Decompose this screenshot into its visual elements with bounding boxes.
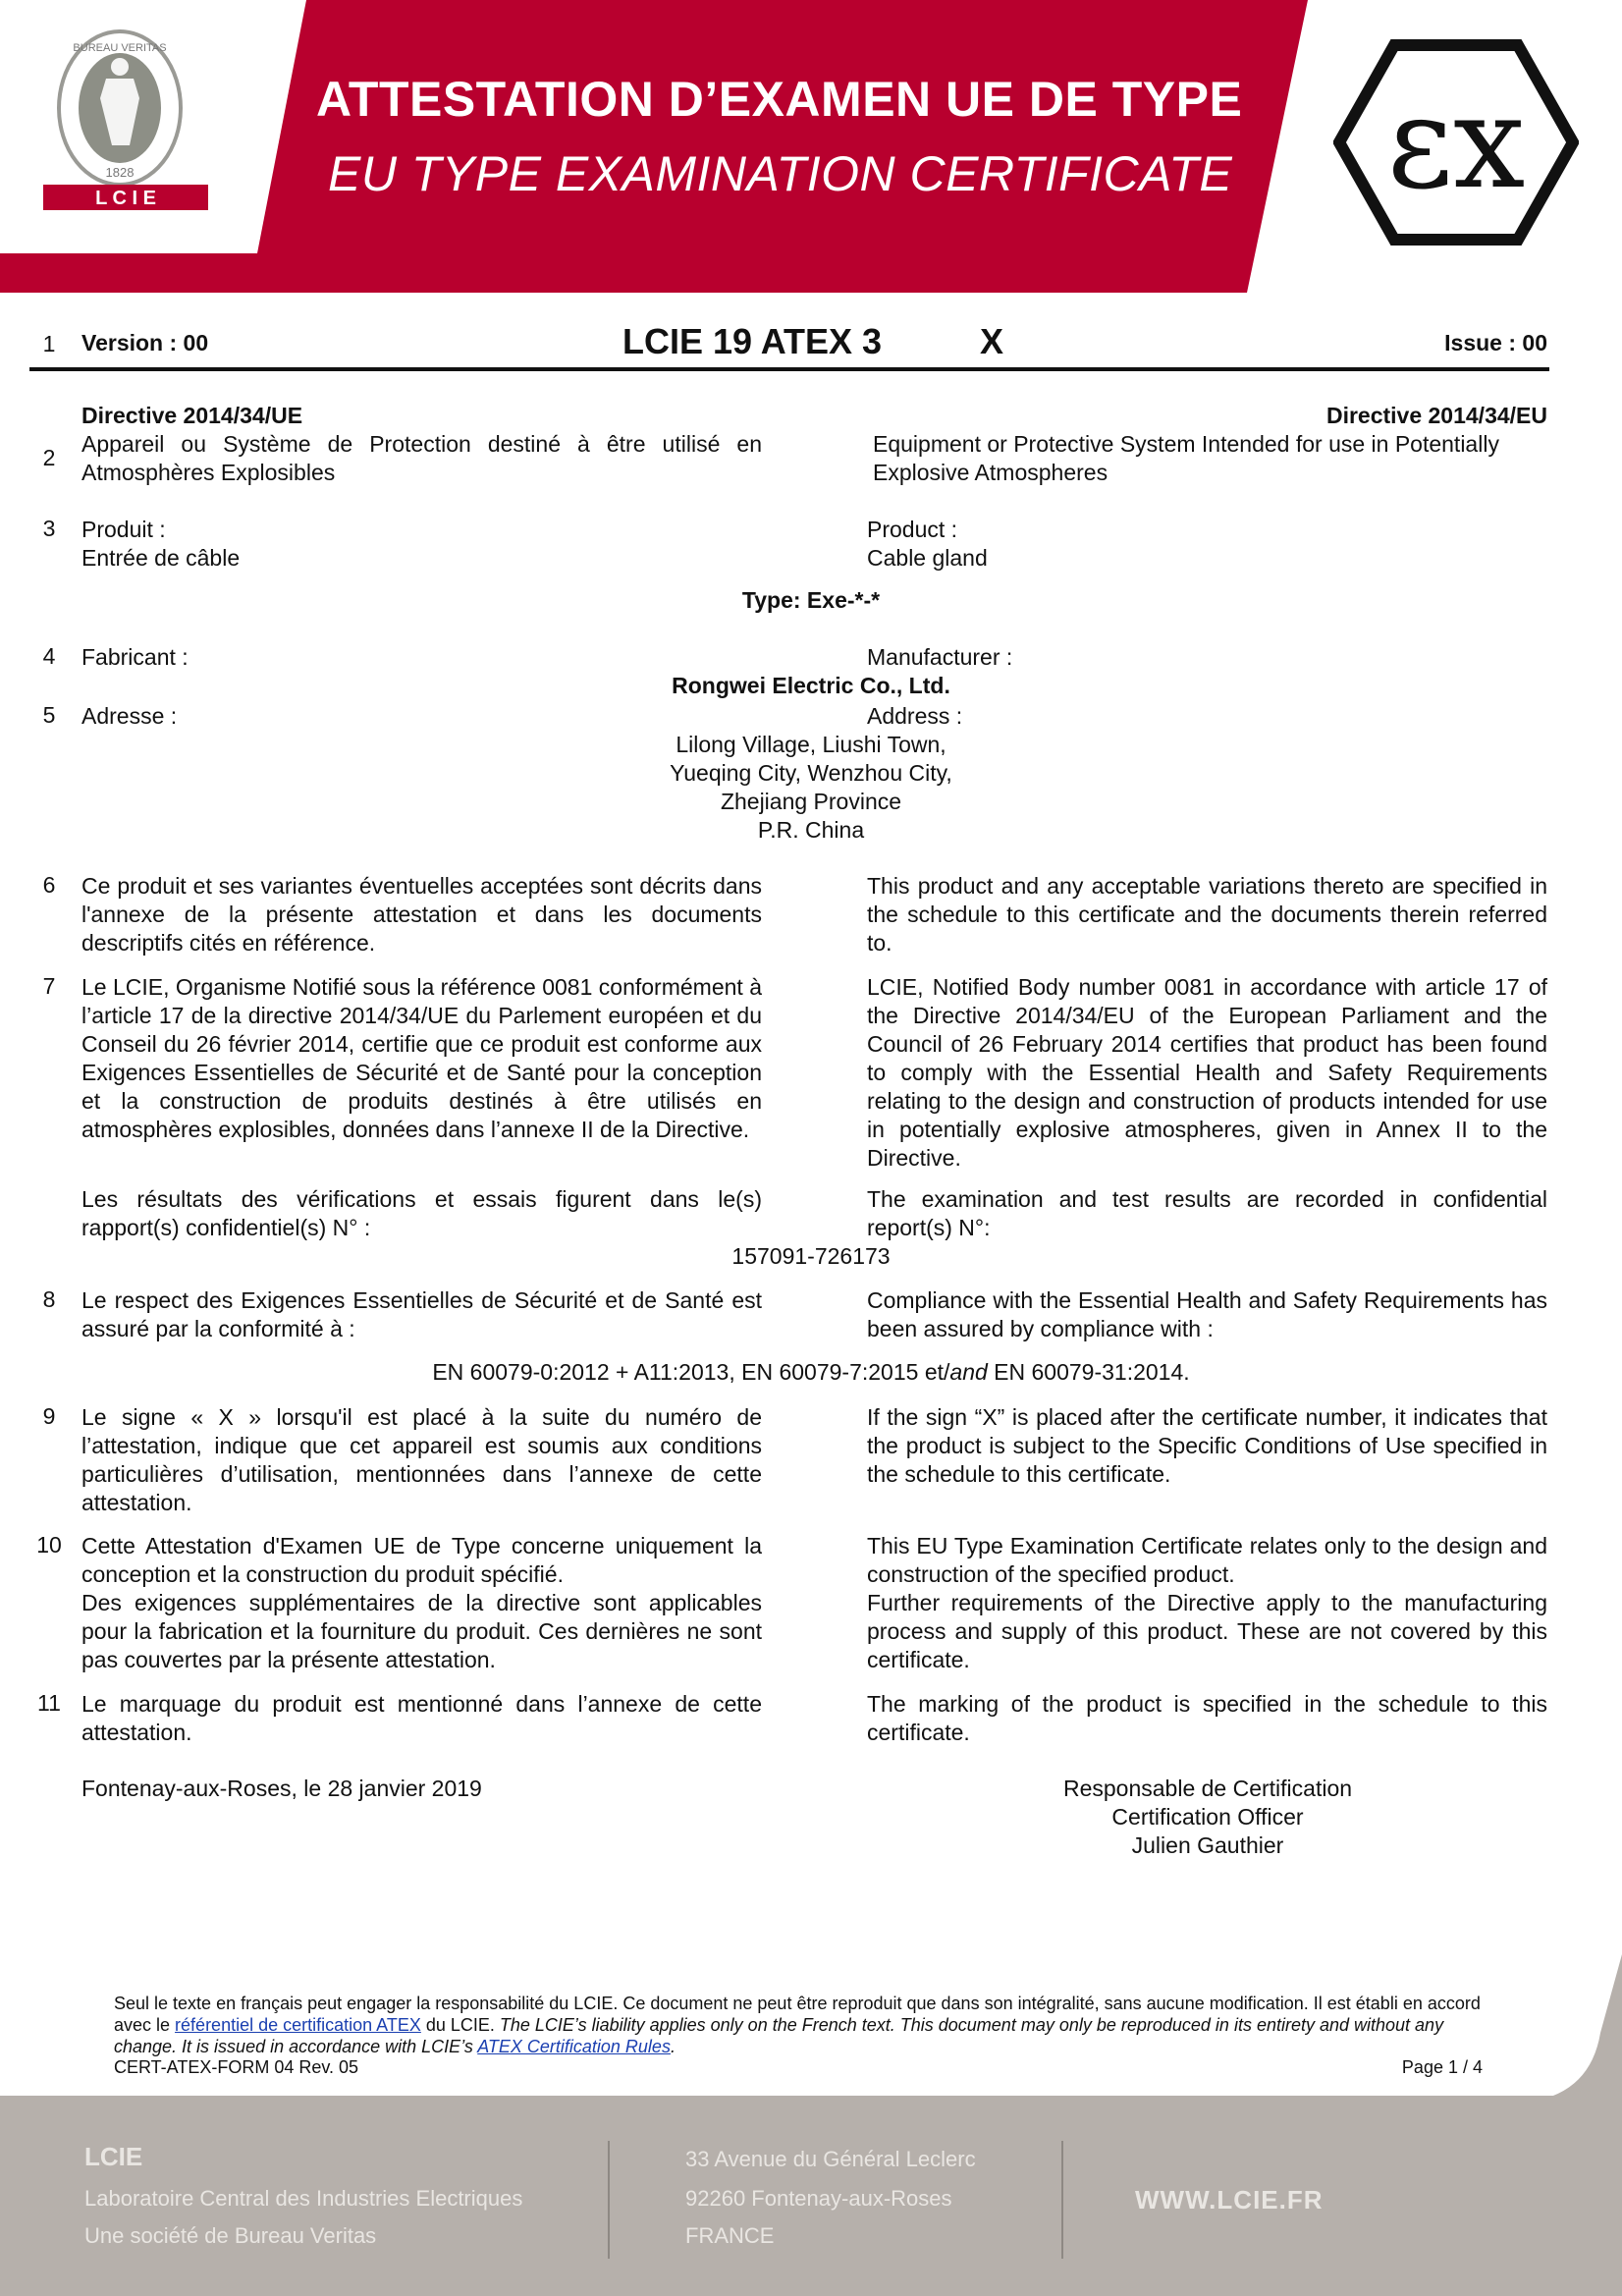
row-number: 1 xyxy=(42,331,56,356)
address-fr-label: Adresse : xyxy=(81,703,178,729)
directive-fr-text: Appareil ou Système de Protection destiné à être utilisé en Atmosphères Explosibles xyxy=(81,431,762,485)
certification-role-en: Certification Officer xyxy=(1111,1804,1304,1830)
row-number: 4 xyxy=(42,643,56,669)
certification-role-fr: Responsable de Certification xyxy=(1062,1776,1353,1801)
section-8-fr: Le respect des Exigences Essentielles de Sécurité et de Santé est assuré par la conformité à : xyxy=(81,1287,762,1341)
signatory-name: Julien Gauthier xyxy=(1131,1832,1284,1858)
footer-org-sub: Une société de Bureau Veritas xyxy=(84,2223,377,2248)
section-6-fr: Ce produit et ses variantes éventuelles acceptées sont décrits dans l'annexe de la présente attestation et dans les documents descriptifs cités en référence. xyxy=(81,873,762,956)
atex-referential-link[interactable]: référentiel de certification ATEX xyxy=(175,2015,421,2035)
section-7-fr: Le LCIE, Organisme Notifié sous la référence 0081 conformément à l’article 17 de la directive 2014/34/UE du Parlement européen et du Conseil du 26 février 2014, certifie que ce produit est conforme aux Exigences Essentielles de Sécurité et de Santé pour la conception et la construction de produits destinés à être utilisés en atmosphères explosibles, données dans l’annexe II de la Directive. xyxy=(81,974,762,1142)
bureau-veritas-logo xyxy=(37,29,214,216)
directive-fr-title: Directive 2014/34/UE xyxy=(81,403,303,428)
section-10-en-a: This EU Type Examination Certificate relates only to the design and construction of the specified product. xyxy=(867,1533,1547,1587)
section-10-fr-b: Des exigences supplémentaires de la directive sont applicables pour la fabrication et la fourniture du produit. Ces dernières ne sont pas couvertes par la présente attestation. xyxy=(81,1590,762,1672)
section-11-fr: Le marquage du produit est mentionné dans l’annexe de cette attestation. xyxy=(81,1691,762,1745)
row-number: 2 xyxy=(42,445,56,470)
row-number: 5 xyxy=(42,702,56,728)
manufacturer-fr-label: Fabricant : xyxy=(81,644,189,670)
footer-org: LCIE xyxy=(84,2142,143,2171)
page-indicator: Page 1 / 4 xyxy=(1401,2057,1483,2077)
manufacturer-en-label: Manufacturer : xyxy=(867,644,1013,670)
certificate-number: LCIE 19 ATEX 3 xyxy=(622,321,883,361)
product-fr-label: Produit : xyxy=(81,517,166,542)
manufacturer-name: Rongwei Electric Co., Ltd. xyxy=(672,673,950,698)
directive-en-title: Directive 2014/34/EU xyxy=(1325,403,1547,428)
logo-ring-text: BUREAU VERITAS xyxy=(73,42,167,54)
directive-en-text: Equipment or Protective System Intended for use in Potentially Explosive Atmospheres xyxy=(873,431,1499,485)
legal-notice-fr-end: du LCIE. xyxy=(420,2015,500,2035)
product-en-value: Cable gland xyxy=(867,545,988,571)
row-number: 6 xyxy=(42,872,56,898)
row-number: 9 xyxy=(42,1403,56,1429)
address-line: Zhejiang Province xyxy=(720,789,902,814)
legal-notice-en-end: . xyxy=(670,2037,676,2056)
footer-divider xyxy=(1061,2141,1063,2259)
legal-notice-en: The LCIE’s liability applies only on the French text. This document may only be reproduced in its entirety and without any change. It is issued in accordance with LCIE’s xyxy=(114,2015,1444,2056)
legal-notice-fr: Seul le texte en français peut engager la responsabilité du LCIE. Ce document ne peut être reproduit que dans son intégralité, sans aucune modification. Il est établi en accord avec le xyxy=(114,1994,1481,2035)
report-number: 157091-726173 xyxy=(731,1243,891,1269)
address-en-label: Address : xyxy=(867,703,963,729)
certificate-suffix-x: X xyxy=(980,321,1004,361)
standards-line xyxy=(0,1358,1622,1387)
section-6-en: This product and any acceptable variations thereto are specified in the schedule to this certificate and the documents therein referred to. xyxy=(867,873,1547,956)
standards-part-b: EN 60079-31:2014. xyxy=(987,1359,1190,1385)
place-date: Fontenay-aux-Roses, le 28 janvier 2019 xyxy=(81,1776,482,1801)
standards-and: and xyxy=(949,1359,988,1385)
title-french: ATTESTATION D’EXAMEN UE DE TYPE xyxy=(316,72,1243,127)
address-line: Yueqing City, Wenzhou City, xyxy=(670,760,952,786)
section-7-en: LCIE, Notified Body number 0081 in accordance with article 17 of the Directive 2014/34/EU of the European Parliament and the Council of 26 February 2014 certifies that product has been found to comply with the Essential Health and Safety Requirements relating to the design and construction of products intended for use in potentially explosive atmospheres, given in Annex II to the Directive. xyxy=(867,974,1547,1171)
footer-org-full: Laboratoire Central des Industries Electriques xyxy=(84,2186,523,2211)
section-7-fr-results: Les résultats des vérifications et essais figurent dans le(s) rapport(s) confidentiel(s) N° : xyxy=(81,1186,762,1240)
ex-hexagon-icon xyxy=(1333,39,1579,246)
issue-label: Issue : 00 xyxy=(1444,330,1547,355)
row-number: 3 xyxy=(42,516,56,541)
version-label: Version : 00 xyxy=(81,330,209,355)
footer-divider xyxy=(608,2141,610,2259)
legal-notice xyxy=(114,1993,1485,2057)
product-fr-value: Entrée de câble xyxy=(81,545,241,571)
section-9-en: If the sign “X” is placed after the certificate number, it indicates that the product is subject to the Specific Conditions of Use specified in the schedule to this certificate. xyxy=(867,1404,1547,1487)
logo-year: 1828 xyxy=(105,165,135,180)
section-11-en: The marking of the product is specified in the schedule to this certificate. xyxy=(867,1691,1547,1745)
product-type: Type: Exe-*-* xyxy=(741,587,881,613)
section-9-fr: Le signe « X » lorsqu'il est placé à la suite du numéro de l’attestation, indique que cet appareil est soumis aux conditions particulières d’utilisation, mentionnées dans l’annexe de cette attestation. xyxy=(81,1404,762,1515)
row-number: 8 xyxy=(42,1286,56,1312)
footer-address-line: 33 Avenue du Général Leclerc xyxy=(685,2147,976,2171)
standards-part-a: EN 60079-0:2012 + A11:2013, EN 60079-7:2015 et/ xyxy=(432,1359,950,1385)
section-7-en-results: The examination and test results are recorded in confidential report(s) N°: xyxy=(867,1186,1547,1240)
atex-rules-link[interactable]: ATEX Certification Rules xyxy=(477,2037,671,2056)
section-10-en-b: Further requirements of the Directive apply to the manufacturing process and supply of this product. These are not covered by this certificate. xyxy=(867,1590,1547,1672)
header-rule xyxy=(29,367,1549,371)
footer-corner-shape xyxy=(1532,1954,1622,2102)
section-10-fr-a: Cette Attestation d'Examen UE de Type concerne uniquement la conception et la construction du produit spécifié. xyxy=(81,1533,762,1587)
logo-brand: L C I E xyxy=(95,188,156,209)
row-number: 10 xyxy=(36,1532,62,1558)
product-en-label: Product : xyxy=(867,517,958,542)
footer-address-line: FRANCE xyxy=(685,2223,775,2248)
footer-address-line: 92260 Fontenay-aux-Roses xyxy=(685,2186,952,2211)
address-line: P.R. China xyxy=(757,817,865,843)
title-english: EU TYPE EXAMINATION CERTIFICATE xyxy=(328,146,1233,201)
address-line: Lilong Village, Liushi Town, xyxy=(676,732,946,757)
row-number: 11 xyxy=(37,1690,61,1716)
footer-website[interactable]: WWW.LCIE.FR xyxy=(1135,2185,1324,2214)
form-reference: CERT-ATEX-FORM 04 Rev. 05 xyxy=(114,2057,359,2077)
ex-symbol: εx xyxy=(1386,68,1526,217)
row-number: 7 xyxy=(42,973,56,999)
section-8-en: Compliance with the Essential Health and Safety Requirements has been assured by compliance with : xyxy=(867,1287,1547,1341)
